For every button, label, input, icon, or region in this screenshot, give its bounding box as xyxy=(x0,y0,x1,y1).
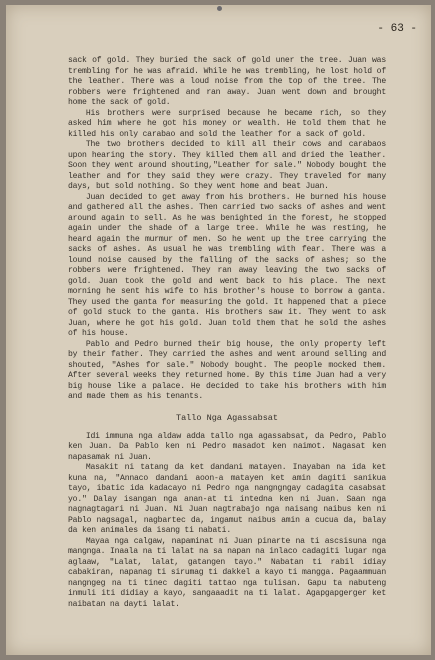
tagalog-paragraph-2: Masakit ni tatang da ket dandani matayen. Inayaban na ida ket kuna na, "Annaco dandani aoon-a matayen ket amin dagiti sanikua tayo, ibatic ida kadacayo ni Pedro nga nangngngay cadagita casabsat yo." Dalay isangan nga anan-at ti intedna ken ni Juan. Saan nga nagnagtagari ni Juan. Ni Juan nagtrabajo nga naisang naibus ken ni Pablo nagsagal, nagbartec da, ingamut naibus amin a cucua da, balay da ken animales da isang ti nabati. xyxy=(68,463,386,535)
story-paragraph-4: Juan decided to get away from his brothers. He burned his house and gathered all the ashes. Then carried two sacks of ashes and went around again to sell. As he was benighted in the forest, he stopped again under the shade of a large tree. While he was resting, he heard again the murmur of men. So he went up the tree carrying the sacks of ashes. As usual he was trembling with fear. There was a lound noise caused by the falling of the sacks of ashes; so the robbers were frightened. They ran away leaving the two sacks of gold. Juan took the gold and went back to his place. The next morning he sent his wife to his brother's house to borrow a ganta. They used the ganta for measuring the gold. It happened that a piece of gold stuck to the ganta. His brothers saw it. They went to ask Juan, where he got his gold. Juan told them that he sold the ashes of his house. xyxy=(68,192,386,338)
binding-pin xyxy=(217,6,222,11)
tagalog-title: Tallo Nga Agassabsat xyxy=(175,412,279,423)
document-page xyxy=(6,5,431,655)
story-paragraph-3: The two brothers decided to kill all their cows and carabaos upon hearing the story. They killed them all and dried the leather. Soon they went around shouting,"Leather for sale." Nobody bought the leather and for they said they were crazy. They traveled for many days, but sold nothing. So they went home and beat Juan. xyxy=(68,140,386,191)
story-paragraph-5: Pablo and Pedro burned their big house, the only property left by their father. They carried the ashes and went around selling and shouted, "Ashes for sale." Nobody bought. The people mocked them. After several weeks they returned home. By this time Juan had a very big house like a palace. He decided to take his brothers with him and made them as his tenants. xyxy=(68,339,386,401)
tagalog-paragraph-1: Idi immuna nga aldaw adda tallo nga agassabsat, da Pedro, Pablo ken Juan. Da Pablo ken ni Pedro masadot ken naimot. Nagasat ken napasamak ni Juan. xyxy=(68,431,386,462)
tagalog-paragraph-3: Mayaa nga calgaw, napaminat ni Juan pinarte na ti ascsisuna nga mangnga. Inaala na ti lalat na sa napan na inlaco cadagiti lugar nga aglaaw, "Lalat, lalat, gatangen tayo." Nabatan ti rabil idiay cabakiran, napanag ti sirumag ti dakkel a kayo ti mangga. Pagaammuan nangngeg na ti tinec dagiti tattao nga tulisan. Gapu ta nabuteng inmuli iti didiay a kayo, sangaaadit na ti lalat. Agapgapgerger ket naibatan na dayti lalat. xyxy=(68,536,386,609)
story-paragraph-1: sack of gold. They buried the sack of gold uner the tree. Juan was trembling for he was afraid. While he was trembling, he lost hold of the leather. There was a loud noise from the top of the tree. The robbers were frightened and ran away. Juan went down and brought home the sack of gold. xyxy=(68,56,386,107)
page-number: - 63 - xyxy=(377,23,417,35)
story-text xyxy=(68,56,386,610)
story-paragraph-2: His brothers were surprised because he became rich, so they asked him where he got his money or wealth. He told them that he killed his only carabao and sold the leather for a sack of gold. xyxy=(68,108,386,139)
